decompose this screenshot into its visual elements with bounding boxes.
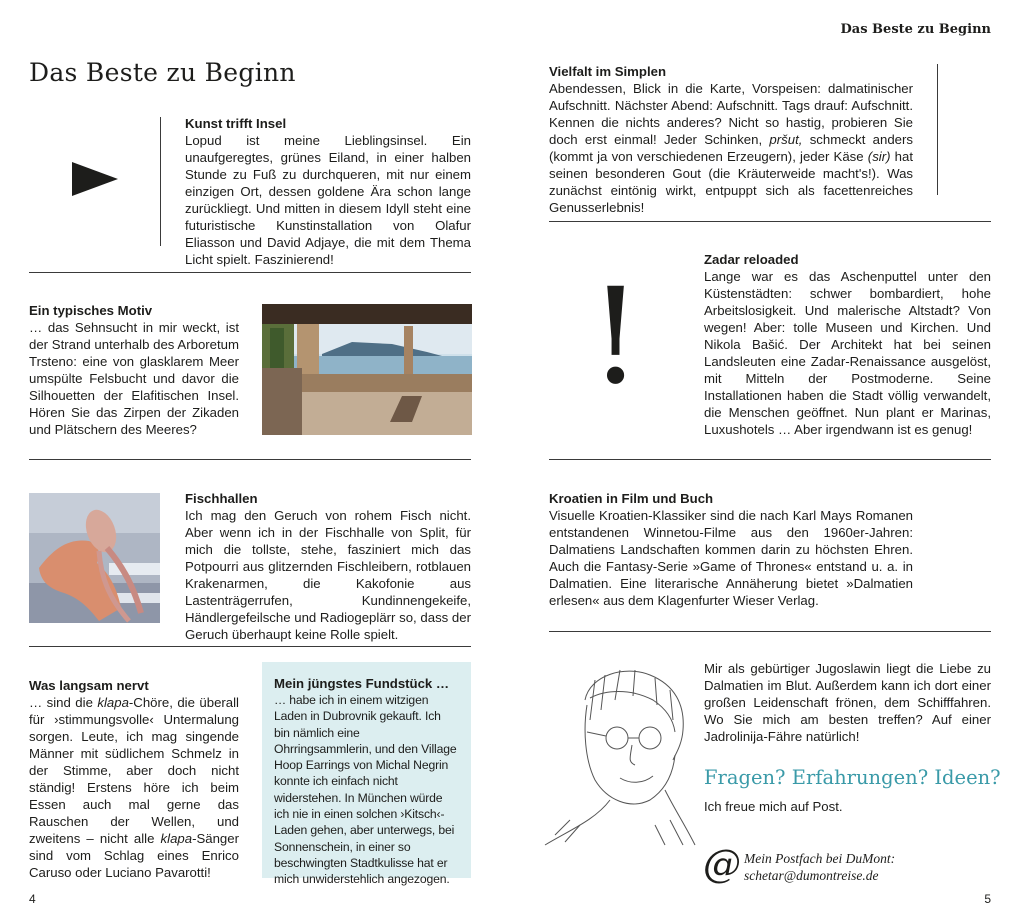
page-title: Das Beste zu Beginn xyxy=(29,58,296,87)
fundstueck-heading: Mein jüngstes Fundstück … xyxy=(274,676,450,691)
zadar-body: Lange war es das Aschenputtel unter den Küstenstädten: schwer bombardiert, hohe Arbeitslosigkeit. Und malerische Altstadt? Von wegen! Aber: tolle Museen und Kirchen. Und Nikola Bašić. Der Architekt hat bei seinen Landsleuten eine Zadar-Renaissance ausgelöst, mit Mitteln der Postmoderne. Seine Installationen haben die Stadt völlig verwandelt, die Menschen geöffnet. Nun plant er Marinas, Luxushotels … Aber irgendwann ist es genug! xyxy=(704,269,991,437)
fisch-heading: Fischhallen xyxy=(185,491,258,506)
nervt-text-3: -Sänger sind vom Schlag eines Enrico Caruso oder Luciano Pavarotti! xyxy=(29,831,239,880)
vielfalt-heading: Vielfalt im Simplen xyxy=(549,64,667,79)
film-section xyxy=(549,490,913,609)
vielfalt-text-1: Abendessen, Blick in die Karte, Vorspeisen: dalmatinischer Aufschnitt. Nächster Abend: Aufschnitt. Tags drauf: Aufschnitt. Kennen die nichts anderes? Nicht so hastig, probieren Sie doch erst einmal! Jeder Schinken, xyxy=(549,81,913,147)
vertical-divider xyxy=(937,64,938,195)
email-link[interactable]: schetar@dumontreise.de xyxy=(744,868,879,883)
vertical-divider xyxy=(160,117,161,246)
zadar-heading: Zadar reloaded xyxy=(704,252,799,267)
section-divider xyxy=(29,646,471,647)
nervt-heading: Was langsam nervt xyxy=(29,678,149,693)
loggia-photo xyxy=(262,304,472,435)
vielfalt-emphasis-1: pršut, xyxy=(769,132,803,147)
running-header: Das Beste zu Beginn xyxy=(840,22,991,37)
author-intro: Mir als gebürtiger Jugoslawin liegt die Liebe zu Dalmatien im Blut. Außerdem kann ich dort einer großen Leidenschaft frönen, dem Schifffahren. Wo Sie mich am besten treffen? Auf einer Jadrolinija-Fähre natürlich! xyxy=(704,661,991,744)
mailbox-info xyxy=(744,850,895,884)
kunst-heading: Kunst trifft Insel xyxy=(185,116,287,131)
motiv-section xyxy=(29,302,239,438)
nervt-emphasis-2: klapa xyxy=(160,831,193,846)
section-divider xyxy=(29,459,471,460)
section-divider xyxy=(29,272,471,273)
kunst-section xyxy=(185,115,471,268)
exclamation-mark-icon: ! xyxy=(589,260,643,414)
section-divider xyxy=(549,221,991,222)
octopus-photo xyxy=(29,493,160,623)
vielfalt-section xyxy=(549,63,913,216)
question-heading: Fragen? Erfahrungen? Ideen? xyxy=(704,766,1001,789)
kunst-body: Lopud ist meine Lieblingsinsel. Ein unaufgeregtes, grünes Eiland, in einer halben Stunde zu Fuß zu durchqueren, mit nur einem einzigen Ort, dessen goldene Ära schon lange zurückliegt. Und mitten in diesem Idyll steht eine futuristische Kunstinstallation von Olafur Eliasson und David Adjaye, die mit dem Thema Licht spielt. Faszinierend! xyxy=(185,133,471,267)
mailbox-label: Mein Postfach bei DuMont: xyxy=(744,851,896,866)
vielfalt-emphasis-2: (sir) xyxy=(867,149,891,164)
nervt-text-1: … sind die xyxy=(29,695,98,710)
fundstueck-box xyxy=(262,662,471,887)
section-divider xyxy=(549,631,991,632)
page-number-right: 5 xyxy=(984,892,991,906)
film-heading: Kroatien in Film und Buch xyxy=(549,491,714,506)
section-divider xyxy=(549,459,991,460)
zadar-section xyxy=(704,251,991,438)
at-sign-icon: @ xyxy=(703,842,741,886)
fundstueck-body: … habe ich in einem witzigen Laden in Dubrovnik gekauft. Ich bin nämlich eine Ohrringsammlerin, und den Village Hoop Earrings von Michal Negrin konnte ich einfach nicht widerstehen. In München würde ich nie in einen solchen ›Kitsch‹-Laden gehen, aber unterwegs, bei Sonnenschein, in einer so beschwingten Stadtkulisse hat er mich unwiderstehlich angezogen. xyxy=(274,693,457,887)
author-portrait xyxy=(535,660,700,850)
fisch-body: Ich mag den Geruch von rohem Fisch nicht. Aber wenn ich in der Fischhalle von Split, für mich die tollste, stehe, fasziniert mich das Potpourri aus glitzernden Fischleibern, rotblauen Krakenarmen, die Kakofonie aus Lastenträgerrufen, Kundinnengekeife, Händlergefeilsche und Radiogeplärr so, dass der Geruch überhaupt keine Rolle spielt. xyxy=(185,508,471,642)
page-number-left: 4 xyxy=(29,892,36,906)
post-line: Ich freue mich auf Post. xyxy=(704,799,843,814)
motiv-heading: Ein typisches Motiv xyxy=(29,303,153,318)
nervt-text-2: -Chöre, die überall für ›stimmungsvolle‹ Untermalung sorgen. Leute, ich mag singende Männer mit südlichem Schmelz in der Stimme, aber doch nicht ständig! Erstens höre ich beim Essen auch mal gerne das Rauschen der Wellen, und zweitens – nicht alle xyxy=(29,695,239,846)
vielfalt-text-2: schmeckt anders (kommt ja von verschiedenen Erzeugern), jeder Käse xyxy=(549,132,913,164)
motiv-body: … das Sehnsucht in mir weckt, ist der Strand unterhalb des Arboretum Trsteno: eine von glasklarem Meer umspülte Felsbucht und davor die Silhouetten der Elafitischen Insel. Hören Sie das Zirpen der Zikaden und Plätschern des Meeres? xyxy=(29,320,239,437)
nervt-emphasis-1: klapa xyxy=(97,695,129,710)
vielfalt-text-3: hat seinen besonderen Gout (die Kräuterweide macht's!). Was zunächst eintönig wirkt, entpuppt sich als facettenreiches Genusserlebnis! xyxy=(549,149,914,215)
nervt-section xyxy=(29,677,239,881)
fisch-section xyxy=(185,490,471,643)
film-body: Visuelle Kroatien-Klassiker sind die nach Karl Mays Romanen entstandenen Winnetou-Filme aus den 1960er-Jahren: Dalmatiens Landschaften kommen darin zu höchsten Ehren. Auch die Fantasy-Serie »Game of Thrones« entstand u. a. in Dalmatien. Eine literarische Annäherung bietet »Dalmatien erlesen« aus dem Klagenfurter Wieser Verlag. xyxy=(549,508,913,608)
arrow-triangle-icon xyxy=(72,162,120,196)
